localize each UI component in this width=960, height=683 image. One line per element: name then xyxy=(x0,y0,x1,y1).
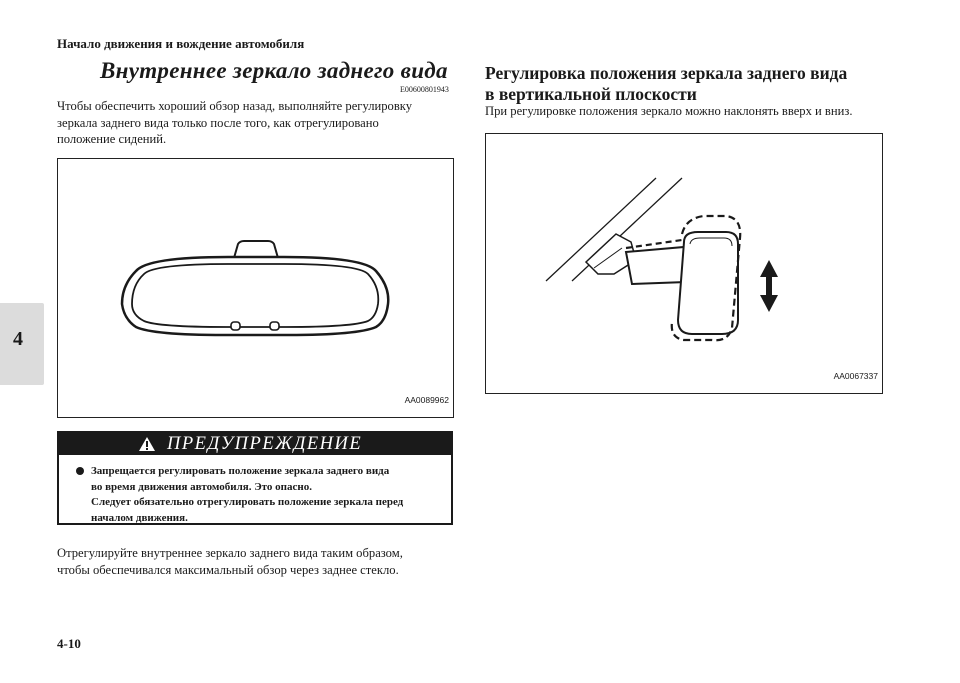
text-line: чтобы обеспечивался максимальный обзор через заднее стекло. xyxy=(57,562,399,577)
tilt-figure xyxy=(485,133,883,394)
warning-title: ПРЕДУПРЕЖДЕНИЕ xyxy=(167,434,363,454)
mirror-figure xyxy=(57,158,454,418)
title-line: в вертикальной плоскости xyxy=(485,84,697,104)
left-intro-paragraph xyxy=(57,98,412,148)
right-section-title xyxy=(485,63,847,105)
warning-line: Следует обязательно отрегулировать положение зеркала перед xyxy=(91,496,404,508)
text-line: зеркала заднего вида только после того, как отрегулировано xyxy=(57,115,379,130)
left-outro-paragraph xyxy=(57,545,403,578)
title-line: Регулировка положения зеркала заднего вида xyxy=(485,63,848,83)
figure-label: AA0067337 xyxy=(833,371,878,381)
warning-line: во время движения автомобиля. Это опасно. xyxy=(91,480,312,493)
right-intro-paragraph: При регулировке положения зеркало можно наклонять вверх и вниз. xyxy=(485,104,853,118)
bullet-icon xyxy=(76,467,84,475)
warning-box xyxy=(57,431,453,525)
chapter-number: 4 xyxy=(13,328,23,350)
rearview-mirror-illustration xyxy=(58,159,453,417)
figure-label: AA0089962 xyxy=(404,395,449,405)
section-code: E00600801943 xyxy=(400,85,449,94)
text-line: Отрегулируйте внутреннее зеркало заднего вида таким образом, xyxy=(57,546,403,560)
warning-line: Запрещается регулировать положение зеркала заднего вида xyxy=(91,465,390,477)
warning-triangle-icon xyxy=(138,436,156,452)
warning-header xyxy=(59,433,451,455)
left-section-title: Внутреннее зеркало заднего вида xyxy=(100,58,448,83)
page-number: 4-10 xyxy=(57,636,81,651)
warning-text xyxy=(91,464,441,526)
text-line: положение сидений. xyxy=(57,132,167,146)
mirror-tilt-illustration xyxy=(486,134,882,393)
text-line: Чтобы обеспечить хороший обзор назад, выполняйте регулировку xyxy=(57,99,413,113)
section-header: Начало движения и вождение автомобиля xyxy=(57,36,305,51)
warning-line: началом движения. xyxy=(91,511,188,524)
